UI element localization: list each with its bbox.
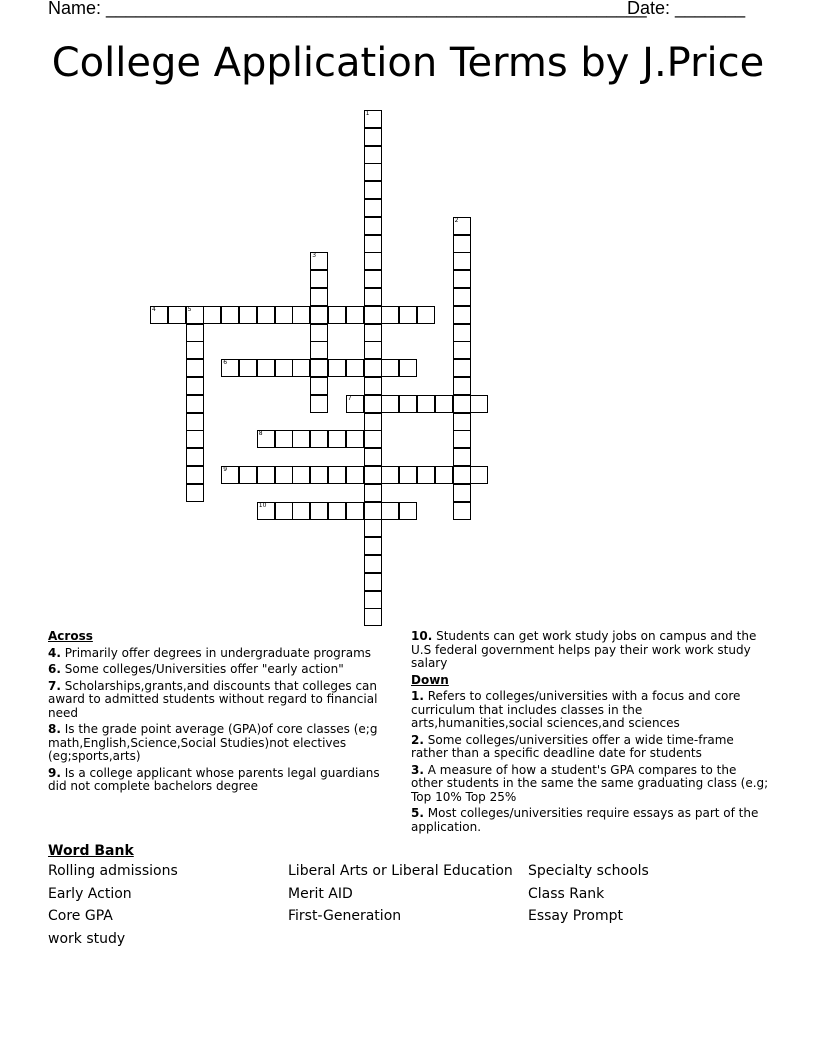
grid-cell[interactable]: [364, 181, 382, 199]
grid-cell[interactable]: [435, 466, 453, 484]
grid-cell[interactable]: [364, 430, 382, 448]
grid-cell[interactable]: [453, 359, 471, 377]
grid-cell[interactable]: [417, 466, 435, 484]
grid-cell[interactable]: [453, 377, 471, 395]
across-heading: Across: [48, 629, 93, 643]
grid-cell[interactable]: [364, 413, 382, 431]
clue-text: Students can get work study jobs on campus and the U.S federal government helps pay their work work study salary: [411, 629, 757, 670]
clue-item: [48, 647, 388, 661]
grid-cell[interactable]: [453, 252, 471, 270]
grid-cell[interactable]: [346, 430, 364, 448]
word-bank-item: First-Generation: [288, 908, 402, 924]
clue-text: Is a college applicant whose parents legal guardians did not complete bachelors degree: [48, 765, 380, 793]
cell-number: 3: [312, 252, 317, 260]
grid-cell[interactable]: [364, 502, 382, 520]
grid-cell[interactable]: [364, 395, 382, 413]
grid-cell[interactable]: [364, 146, 382, 164]
grid-cell[interactable]: [381, 502, 399, 520]
clue-number: 4.: [48, 645, 61, 660]
word-bank-item: Class Rank: [528, 885, 605, 902]
clue-item: [48, 663, 388, 677]
clue-text: Is the grade point average (GPA)of core classes (e;g math,English,Science,Social Studies)not electives (eg;sports,arts): [48, 722, 378, 763]
grid-cell[interactable]: [328, 359, 346, 377]
grid-cell[interactable]: [453, 288, 471, 306]
grid-cell[interactable]: [364, 163, 382, 181]
grid-cell[interactable]: [453, 448, 471, 466]
clue-number: 2.: [411, 732, 424, 747]
clues-column-right: [411, 630, 771, 837]
grid-cell[interactable]: [364, 537, 382, 555]
grid-cell[interactable]: [328, 430, 346, 448]
clue-item: [411, 764, 771, 805]
clue-item: [411, 690, 771, 731]
cell-number: 10: [258, 501, 267, 509]
grid-cell[interactable]: [186, 359, 204, 377]
grid-cell[interactable]: [364, 252, 382, 270]
grid-cell[interactable]: [186, 377, 204, 395]
grid-cell[interactable]: [292, 430, 310, 448]
grid-cell[interactable]: [364, 377, 382, 395]
grid-cell[interactable]: [381, 466, 399, 484]
clue-item: [411, 734, 771, 761]
grid-cell[interactable]: [186, 395, 204, 413]
clue-text: Refers to colleges/universities with a focus and core curriculum that includes classes in the arts,humanities,social sciences,and sciences: [411, 689, 741, 730]
grid-cell[interactable]: [346, 395, 364, 413]
grid-cell[interactable]: [186, 484, 204, 502]
cell-number: 4: [152, 305, 156, 313]
clue-text: A measure of how a student's GPA compares to the other students in the same the same graduating class (e.g; Top 10% Top 25%: [411, 762, 769, 804]
grid-cell[interactable]: [381, 395, 399, 413]
grid-cell[interactable]: [310, 252, 328, 270]
grid-cell[interactable]: [399, 359, 417, 377]
grid-cell[interactable]: [346, 466, 364, 484]
grid-cell[interactable]: [257, 430, 275, 448]
grid-cell[interactable]: [364, 128, 382, 146]
grid-cell[interactable]: [310, 324, 328, 342]
cell-number: 9: [223, 466, 228, 473]
grid-cell[interactable]: [310, 502, 328, 520]
grid-cell[interactable]: [310, 270, 328, 288]
grid-cell[interactable]: [417, 306, 435, 324]
grid-cell[interactable]: [453, 324, 471, 342]
grid-cell[interactable]: [364, 608, 382, 626]
grid-cell[interactable]: [364, 306, 382, 324]
grid-cell[interactable]: [186, 306, 204, 324]
clue-number: 5.: [411, 806, 424, 820]
grid-cell[interactable]: [239, 306, 257, 324]
grid-cell[interactable]: [364, 341, 382, 359]
grid-cell[interactable]: [453, 484, 471, 502]
grid-cell[interactable]: [310, 359, 328, 377]
word-bank-item: work study: [48, 930, 126, 947]
grid-cell[interactable]: [453, 395, 471, 413]
grid-cell[interactable]: [364, 235, 382, 253]
grid-cell[interactable]: [346, 502, 364, 520]
grid-cell[interactable]: [186, 430, 204, 448]
clue-number: 8.: [48, 722, 61, 736]
grid-cell[interactable]: [364, 573, 382, 591]
grid-cell[interactable]: [203, 306, 221, 324]
clue-text: Most colleges/universities require essays as part of the application.: [411, 806, 759, 834]
grid-cell[interactable]: [310, 341, 328, 359]
name-field-line: Name: ______________________________________________________: [48, 0, 647, 18]
word-bank-item: Specialty schools: [528, 863, 649, 879]
grid-cell[interactable]: [257, 502, 275, 520]
grid-cell[interactable]: [221, 306, 239, 324]
clue-item: [48, 680, 388, 721]
grid-cell[interactable]: [310, 377, 328, 395]
grid-cell[interactable]: [346, 359, 364, 377]
grid-cell[interactable]: [221, 359, 239, 377]
grid-cell[interactable]: [364, 288, 382, 306]
grid-cell[interactable]: [453, 413, 471, 431]
clue-text: Primarily offer degrees in undergraduate programs: [64, 645, 372, 660]
word-bank-heading: Word Bank: [48, 843, 134, 859]
clue-number: 1.: [411, 689, 424, 703]
grid-cell[interactable]: [470, 395, 488, 413]
word-bank-item: Essay Prompt: [528, 908, 623, 924]
grid-cell[interactable]: [381, 306, 399, 324]
grid-cell[interactable]: [364, 270, 382, 288]
grid-cell[interactable]: [453, 502, 471, 520]
word-bank-item: Core GPA: [48, 908, 113, 924]
grid-cell[interactable]: [381, 359, 399, 377]
grid-cell[interactable]: [364, 555, 382, 573]
grid-cell[interactable]: [417, 395, 435, 413]
clue-text: Scholarships,grants,and discounts that colleges can award to admitted students without regard to financial need: [48, 678, 378, 720]
grid-cell[interactable]: [453, 430, 471, 448]
clue-number: 3.: [411, 762, 424, 777]
grid-cell[interactable]: [364, 484, 382, 502]
clue-item: [48, 723, 388, 764]
grid-cell[interactable]: [186, 413, 204, 431]
grid-cell[interactable]: [399, 466, 417, 484]
grid-cell[interactable]: [275, 502, 293, 520]
grid-cell[interactable]: [364, 519, 382, 537]
grid-cell[interactable]: [399, 502, 417, 520]
grid-cell[interactable]: [364, 324, 382, 342]
clue-text: Some colleges/Universities offer "early action": [64, 662, 344, 676]
date-field-line: Date: _______: [627, 0, 746, 18]
grid-cell[interactable]: [310, 466, 328, 484]
grid-cell[interactable]: [364, 591, 382, 609]
grid-cell[interactable]: [453, 217, 471, 235]
grid-cell[interactable]: [275, 306, 293, 324]
grid-cell[interactable]: [186, 341, 204, 359]
cell-number: 7: [347, 394, 352, 402]
grid-cell[interactable]: [275, 466, 293, 484]
grid-cell[interactable]: [453, 270, 471, 288]
grid-cell[interactable]: [435, 395, 453, 413]
grid-cell[interactable]: [150, 306, 168, 324]
cell-number: 5: [187, 305, 192, 313]
grid-cell[interactable]: [364, 448, 382, 466]
grid-cell[interactable]: [364, 217, 382, 235]
cell-number: 6: [223, 359, 228, 367]
grid-cell[interactable]: [186, 466, 204, 484]
grid-cell[interactable]: [257, 466, 275, 484]
grid-cell[interactable]: [310, 306, 328, 324]
clue-text: Some colleges/universities offer a wide time-frame rather than a specific deadline date for students: [411, 732, 734, 760]
grid-cell[interactable]: [292, 502, 310, 520]
grid-cell[interactable]: [364, 110, 382, 128]
clues-column-left: [48, 630, 388, 797]
grid-cell[interactable]: [257, 306, 275, 324]
word-bank-item: Rolling admissions: [48, 863, 178, 879]
cell-number: 1: [365, 110, 370, 117]
page-title: College Application Terms by J.Price: [51, 40, 765, 86]
word-bank-item: Liberal Arts or Liberal Education: [288, 863, 513, 879]
grid-cell[interactable]: [292, 466, 310, 484]
grid-cell[interactable]: [257, 359, 275, 377]
grid-cell[interactable]: [346, 306, 364, 324]
grid-cell[interactable]: [186, 324, 204, 342]
clue-item: [411, 807, 771, 834]
grid-cell[interactable]: [453, 235, 471, 253]
clue-number: 6.: [48, 662, 61, 676]
grid-cell[interactable]: [292, 306, 310, 324]
grid-cell[interactable]: [328, 466, 346, 484]
clue-number: 10.: [411, 629, 433, 643]
grid-cell[interactable]: [292, 359, 310, 377]
grid-cell[interactable]: [310, 288, 328, 306]
grid-cell[interactable]: [328, 306, 346, 324]
down-heading: Down: [411, 672, 449, 687]
grid-cell[interactable]: [399, 306, 417, 324]
grid-cell[interactable]: [239, 466, 257, 484]
grid-cell[interactable]: [310, 395, 328, 413]
clue-number: 7.: [48, 678, 61, 693]
grid-cell[interactable]: [453, 466, 471, 484]
grid-cell[interactable]: [239, 359, 257, 377]
grid-cell[interactable]: [275, 359, 293, 377]
word-bank-item: Merit AID: [288, 885, 353, 902]
grid-cell[interactable]: [364, 199, 382, 217]
grid-cell[interactable]: [275, 430, 293, 448]
clue-number: 9.: [48, 765, 61, 780]
grid-cell[interactable]: [470, 466, 488, 484]
grid-cell[interactable]: [221, 466, 239, 484]
grid-cell[interactable]: [364, 466, 382, 484]
grid-cell[interactable]: [328, 502, 346, 520]
grid-cell[interactable]: [168, 306, 186, 324]
grid-cell[interactable]: [453, 341, 471, 359]
clue-item: [48, 767, 388, 794]
word-bank-item: Early Action: [48, 885, 132, 902]
grid-cell[interactable]: [453, 306, 471, 324]
grid-cell[interactable]: [310, 430, 328, 448]
cell-number: 8: [258, 430, 263, 438]
word-bank: [48, 843, 788, 948]
grid-cell[interactable]: [186, 448, 204, 466]
cell-number: 2: [454, 216, 459, 224]
word-bank-list: [48, 863, 788, 948]
clue-item: [411, 630, 771, 671]
grid-cell[interactable]: [364, 359, 382, 377]
grid-cell[interactable]: [399, 395, 417, 413]
